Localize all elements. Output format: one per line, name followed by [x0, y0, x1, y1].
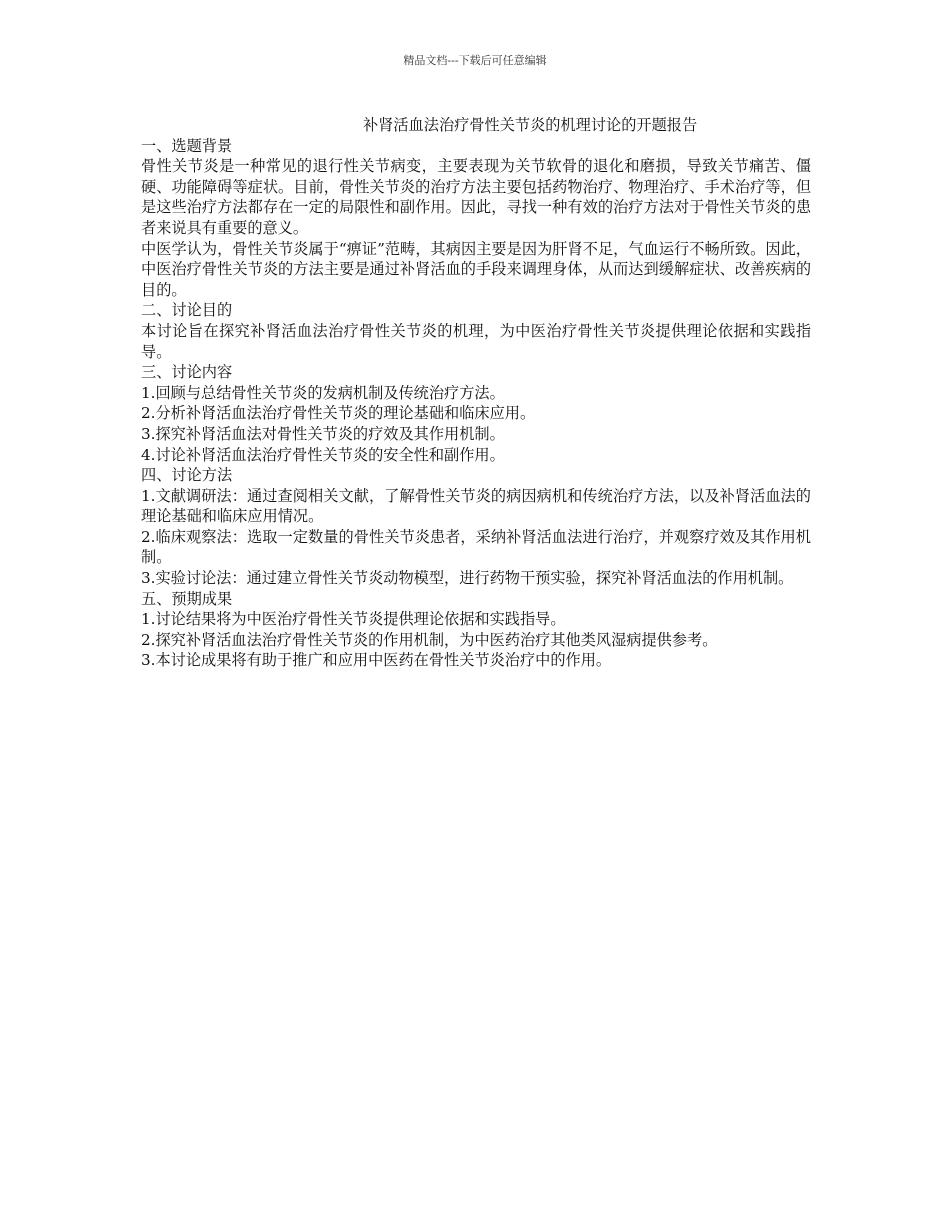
- result-item: 3.本讨论成果将有助于推广和应用中医药在骨性关节炎治疗中的作用。: [141, 651, 612, 670]
- purpose-paragraph: 本讨论旨在探究补肾活血法治疗骨性关节炎的机理，为中医治疗骨性关节炎提供理论依据和实践指导。: [141, 321, 811, 361]
- content-item: 4.讨论补肾活血法治疗骨性关节炎的安全性和副作用。: [141, 445, 505, 464]
- background-paragraph-1: 骨性关节炎是一种常见的退行性关节病变，主要表现为关节软骨的退化和磨损，导致关节痛苦、僵硬、功能障碍等症状。目前，骨性关节炎的治疗方法主要包括药物治疗、物理治疗、手术治疗等，但是这些治疗方法都存在一定的局限性和副作用。因此，寻找一种有效的治疗方法对于骨性关节炎的患者来说具有重要的意义。: [141, 157, 811, 237]
- document-title: 补肾活血法治疗骨性关节炎的机理讨论的开题报告: [363, 116, 698, 134]
- section-heading-content: 三、讨论内容: [141, 363, 233, 382]
- content-item: 3.探究补肾活血法对骨性关节炎的疗效及其作用机制。: [141, 424, 505, 443]
- method-item: 3.实验讨论法：通过建立骨性关节炎动物模型，进行药物干预实验，探究补肾活血法的作用机制。: [141, 569, 794, 588]
- result-item: 1.讨论结果将为中医治疗骨性关节炎提供理论依据和实践指导。: [141, 610, 566, 629]
- section-heading-purpose: 二、讨论目的: [141, 301, 233, 320]
- method-item: 1.文献调研法：通过查阅相关文献，了解骨性关节炎的病因病机和传统治疗方法，以及补肾活血法的理论基础和临床应用情况。: [141, 486, 811, 526]
- section-heading-methods: 四、讨论方法: [141, 466, 233, 485]
- document-body: [141, 115, 811, 671]
- result-item: 2.探究补肾活血法治疗骨性关节炎的作用机制，为中医药治疗其他类风湿病提供参考。: [141, 630, 718, 649]
- section-heading-results: 五、预期成果: [141, 589, 233, 608]
- page-header: 精品文档---下载后可任意编辑: [403, 54, 547, 67]
- content-item: 2.分析补肾活血法治疗骨性关节炎的理论基础和临床应用。: [141, 404, 536, 423]
- section-heading-background: 一、选题背景: [141, 136, 233, 155]
- background-paragraph-2: 中医学认为，骨性关节炎属于“痹证”范畴，其病因主要是因为肝肾不足，气血运行不畅所致。因此，中医治疗骨性关节炎的方法主要是通过补肾活血的手段来调理身体，从而达到缓解症状、改善疾病的目的。: [141, 239, 811, 299]
- method-item: 2.临床观察法：选取一定数量的骨性关节炎患者，采纳补肾活血法进行治疗，并观察疗效及其作用机制。: [141, 527, 811, 567]
- content-item: 1.回顾与总结骨性关节炎的发病机制及传统治疗方法。: [141, 383, 505, 402]
